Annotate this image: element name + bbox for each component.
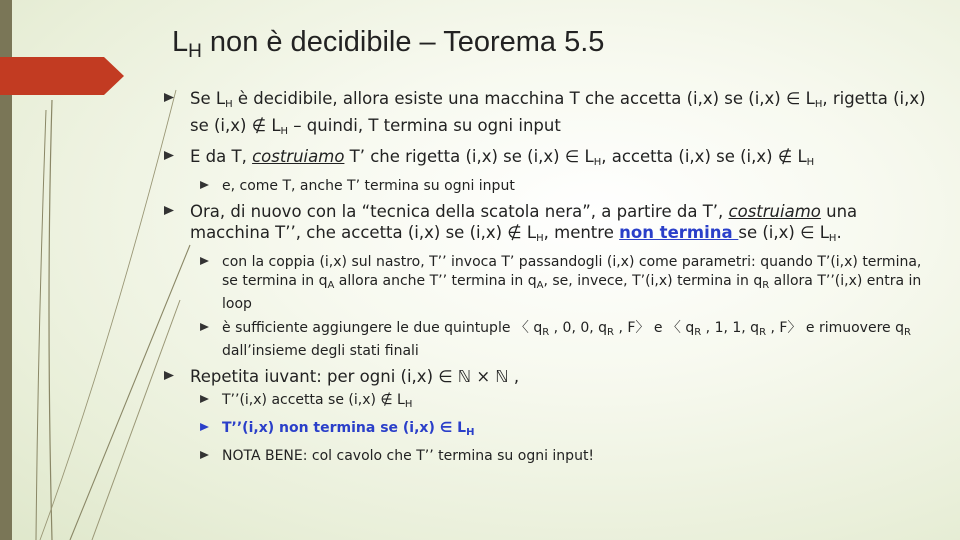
list-item: T’’(i,x) accetta se (i,x) ∉ $L_H$ bbox=[160, 391, 930, 414]
page-title: $L_H$ non è decidibile – Teorema 5.5 bbox=[172, 26, 605, 62]
arrow-bullet-icon bbox=[200, 323, 210, 332]
arrow-bullet-icon bbox=[164, 151, 174, 160]
list-item: NOTA BENE: col cavolo che T’’ termina su ogni input! bbox=[160, 447, 930, 466]
list-item: Repetita iuvant: per ogni (i,x) ∈ ℕ × ℕ , bbox=[160, 366, 930, 387]
arrow-bullet-icon bbox=[200, 181, 210, 190]
list-item: con la coppia (i,x) sul nastro, T’’ invoca T’ passandogli (i,x) come parametri: quando T’(i,x) termina, se termina in $q_A$ allora anche T’’ termina in $q_A$, se, invece, T’(i,x) termina in $q_R$ allora T’’(i,x) entra in loop bbox=[160, 253, 930, 314]
red-tab-shape bbox=[0, 57, 124, 95]
arrow-bullet-icon bbox=[164, 206, 174, 215]
arrow-bullet-icon bbox=[200, 395, 210, 404]
bullet-list bbox=[160, 88, 930, 471]
arrow-bullet-icon bbox=[200, 451, 210, 460]
list-item: Ora, di nuovo con la “tecnica della scatola nera”, a partire da T’, costruiamo una macchina T’’, che accetta (i,x) se (i,x) ∉ $L_H$, mentre non termina se (i,x) ∈ $L_H$. bbox=[160, 201, 930, 249]
list-item: E da T, costruiamo T’ che rigetta (i,x) se (i,x) ∈ $L_H$, accetta (i,x) se (i,x) ∉ $L_H$ bbox=[160, 146, 930, 173]
arrow-bullet-icon bbox=[200, 257, 210, 266]
arrow-bullet-icon bbox=[200, 423, 210, 432]
arrow-bullet-icon bbox=[164, 93, 174, 102]
arrow-bullet-icon bbox=[164, 371, 174, 380]
list-item: e, come T, anche T’ termina su ogni input bbox=[160, 177, 930, 196]
list-item: è sufficiente aggiungere le due quintuple 〈 $q_R$ , 0, 0, $q_R$ , F〉 e 〈 $q_R$ , 1, 1, $q_R$ , F〉 e rimuovere $q_R$ dall’insieme degli stati finali bbox=[160, 319, 930, 361]
list-item: T’’(i,x) non termina se (i,x) ∈ $L_H$ bbox=[160, 419, 930, 442]
list-item: Se $L_H$ è decidibile, allora esiste una macchina T che accetta (i,x) se (i,x) ∈ $L_H$, rigetta (i,x) se (i,x) ∉ $L_H$ – quindi, T termina su ogni input bbox=[160, 88, 930, 142]
